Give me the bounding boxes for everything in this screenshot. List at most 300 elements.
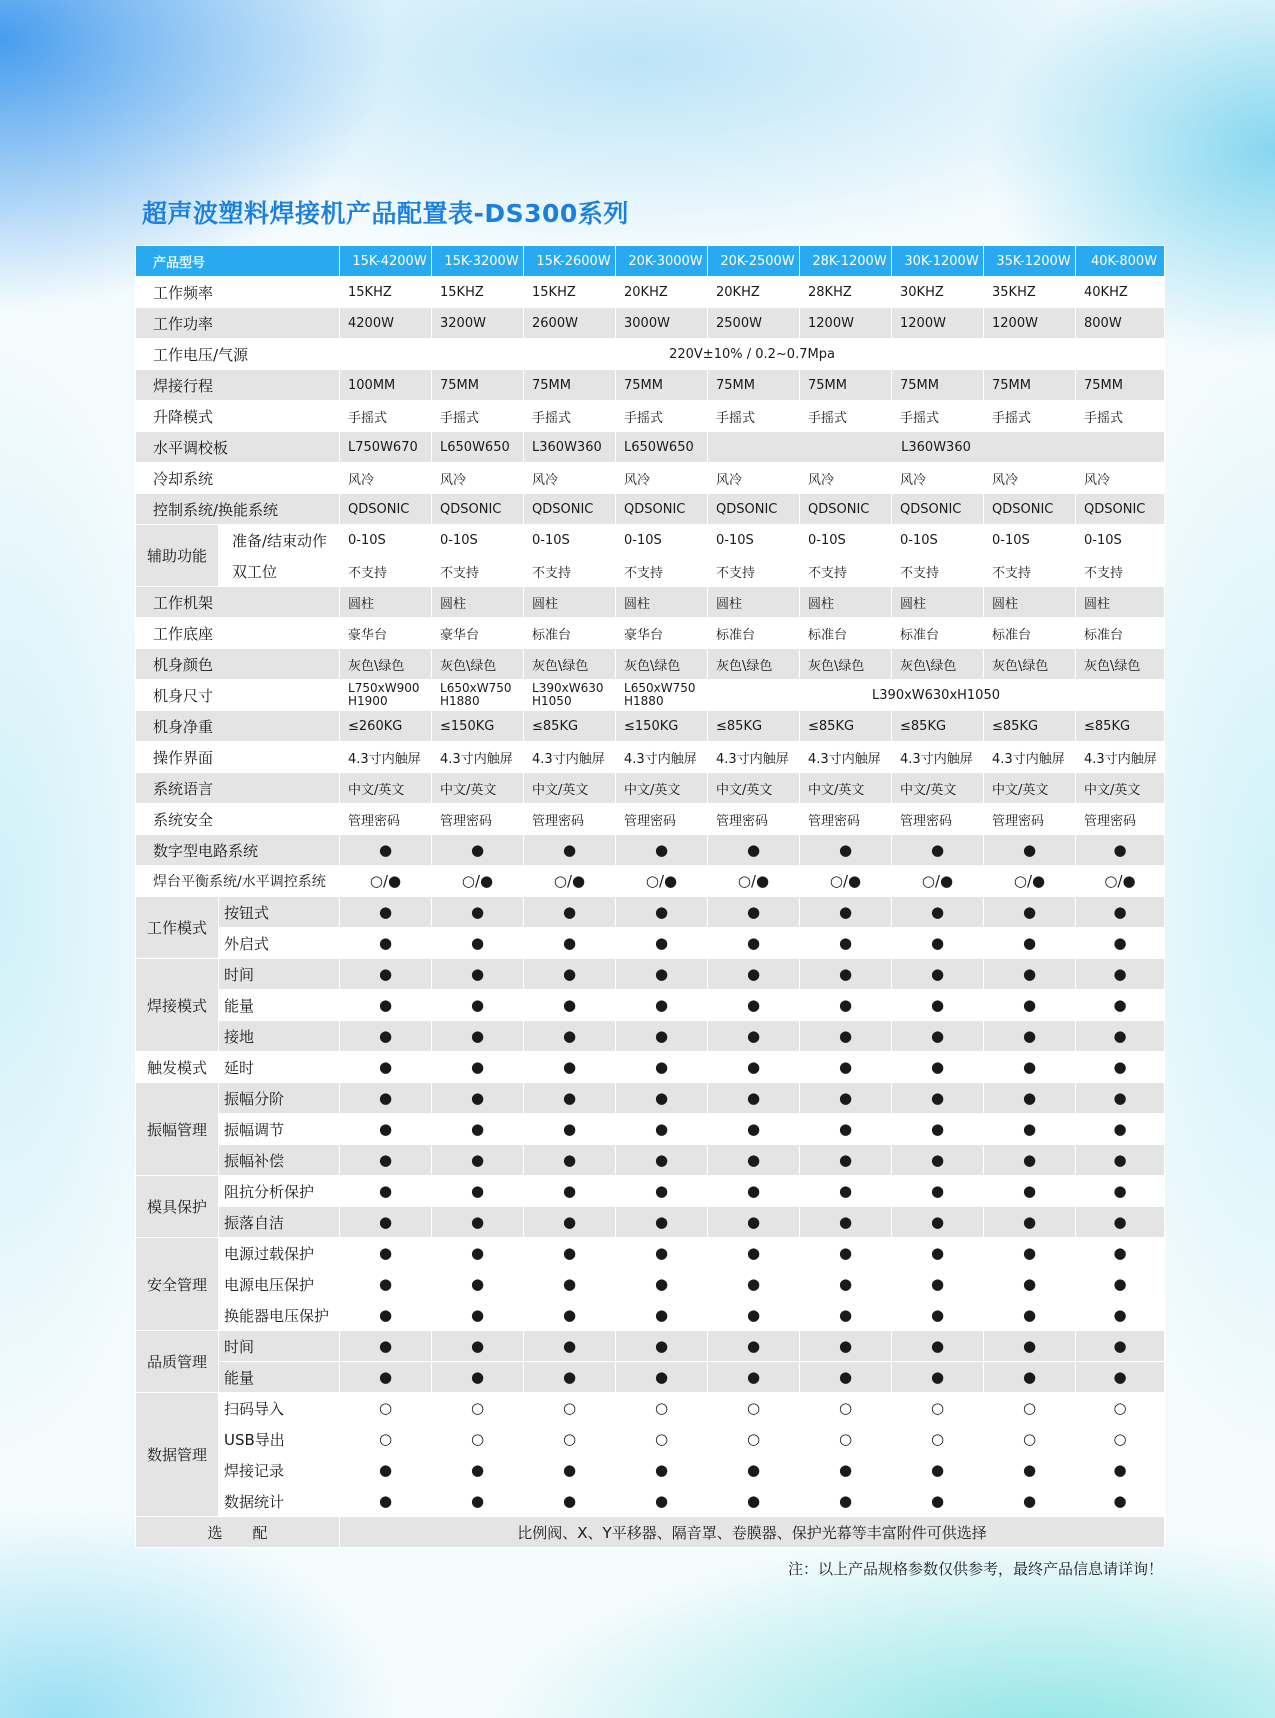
page-title: 超声波塑料焊接机产品配置表-DS300系列 [142,199,629,228]
filled-dot-icon: ● [340,1486,432,1517]
filled-dot-icon: ● [1076,1083,1165,1114]
model-cell: 20K-2500W [708,246,800,277]
value-cell: QDSONIC [708,494,800,525]
empty-circle-icon: ○ [340,1424,432,1455]
value-cell: QDSONIC [340,494,432,525]
value-cell: 手摇式 [616,401,708,432]
model-cell: 30K-1200W [892,246,984,277]
value-cell: 15KHZ [524,277,616,308]
table-row [136,804,1165,835]
filled-dot-icon: ● [340,1052,432,1083]
filled-dot-icon: ● [892,1114,984,1145]
row-label: 工作频率 [136,277,340,308]
merged-value-cell: L390xW630xH1050 [708,680,1165,711]
table-row [136,1486,1165,1517]
sub-label: 振落自洁 [219,1207,340,1238]
value-cell: 灰色\绿色 [892,649,984,680]
value-cell: 标准台 [892,618,984,649]
value-cell: 1200W [984,308,1076,339]
sub-label: 双工位 [219,556,340,587]
filled-dot-icon: ● [800,897,892,928]
value-cell: 管理密码 [616,804,708,835]
filled-dot-icon: ● [524,928,616,959]
table-row [136,866,1165,897]
filled-dot-icon: ● [340,1362,432,1393]
filled-dot-icon: ● [340,1455,432,1486]
table-row [136,1455,1165,1486]
filled-dot-icon: ● [892,1052,984,1083]
merged-value-cell: 220V±10% / 0.2~0.7Mpa [340,339,1165,370]
value-cell: 不支持 [708,556,800,587]
filled-dot-icon: ● [1076,990,1165,1021]
filled-dot-icon: ● [432,990,524,1021]
filled-dot-icon: ● [984,897,1076,928]
filled-dot-icon: ● [708,1176,800,1207]
value-cell: 手摇式 [892,401,984,432]
filled-dot-icon: ● [708,1114,800,1145]
value-cell: 4.3寸内触屏 [432,742,524,773]
value-cell: 风冷 [708,463,800,494]
filled-dot-icon: ● [984,1455,1076,1486]
table-row [136,587,1165,618]
filled-dot-icon: ● [984,1114,1076,1145]
value-cell: 4.3寸内触屏 [616,742,708,773]
filled-dot-icon: ● [892,990,984,1021]
value-cell: L650W650 [616,432,708,463]
filled-dot-icon: ● [432,835,524,866]
filled-dot-icon: ● [432,1176,524,1207]
value-cell: 75MM [892,370,984,401]
sub-label: 按钮式 [219,897,340,928]
value-cell [524,680,616,711]
value-cell: 灰色\绿色 [340,649,432,680]
filled-dot-icon: ● [1076,897,1165,928]
table-row [136,959,1165,990]
filled-dot-icon: ● [800,1238,892,1269]
sub-label: 振幅补偿 [219,1145,340,1176]
table-row [136,401,1165,432]
filled-dot-icon: ● [432,1486,524,1517]
filled-dot-icon: ● [340,1207,432,1238]
filled-dot-icon: ● [1076,1114,1165,1145]
table-row [136,990,1165,1021]
value-cell: 3200W [432,308,524,339]
filled-dot-icon: ● [892,1331,984,1362]
filled-dot-icon: ● [1076,1207,1165,1238]
value-cell: 20KHZ [616,277,708,308]
filled-dot-icon: ● [1076,1021,1165,1052]
table-row [136,1300,1165,1331]
group-label: 品质管理 [136,1331,219,1393]
filled-dot-icon: ● [800,1145,892,1176]
value-cell: 管理密码 [708,804,800,835]
filled-dot-icon: ● [432,1331,524,1362]
filled-dot-icon: ● [432,1207,524,1238]
value-cell: 4.3寸内触屏 [708,742,800,773]
filled-dot-icon: ● [616,928,708,959]
table-row [136,711,1165,742]
value-cell: 2600W [524,308,616,339]
empty-circle-icon: ○ [524,1424,616,1455]
value-cell: 0-10S [524,525,616,556]
value-cell: 4.3寸内触屏 [984,742,1076,773]
table-row [136,928,1165,959]
optional-standard-icon: ○/● [616,866,708,897]
filled-dot-icon: ● [892,1269,984,1300]
filled-dot-icon: ● [524,1300,616,1331]
filled-dot-icon: ● [708,1455,800,1486]
filled-dot-icon: ● [524,835,616,866]
filled-dot-icon: ● [708,1269,800,1300]
row-label: 产品型号 [136,246,340,277]
value-cell: 圆柱 [708,587,800,618]
empty-circle-icon: ○ [892,1393,984,1424]
row-label: 系统安全 [136,804,340,835]
value-cell: 中文/英文 [984,773,1076,804]
table-row [136,494,1165,525]
row-label: 机身净重 [136,711,340,742]
value-cell: 中文/英文 [432,773,524,804]
model-cell: 40K-800W [1076,246,1165,277]
filled-dot-icon: ● [984,1269,1076,1300]
footnote: 注：以上产品规格参数仅供参考，最终产品信息请详询！ [787,1560,1163,1578]
value-cell: 75MM [432,370,524,401]
value-cell: 管理密码 [892,804,984,835]
filled-dot-icon: ● [892,1021,984,1052]
filled-dot-icon: ● [340,928,432,959]
filled-dot-icon: ● [1076,928,1165,959]
filled-dot-icon: ● [616,1114,708,1145]
value-cell: 手摇式 [984,401,1076,432]
sub-label: 外启式 [219,928,340,959]
value-cell: 风冷 [892,463,984,494]
filled-dot-icon: ● [892,1362,984,1393]
filled-dot-icon: ● [708,959,800,990]
value-cell: 中文/英文 [1076,773,1165,804]
filled-dot-icon: ● [892,1207,984,1238]
filled-dot-icon: ● [892,1486,984,1517]
filled-dot-icon: ● [800,1176,892,1207]
value-cell: QDSONIC [892,494,984,525]
filled-dot-icon: ● [340,1176,432,1207]
value-cell: 2500W [708,308,800,339]
value-cell: 风冷 [432,463,524,494]
filled-dot-icon: ● [892,1083,984,1114]
value-cell: QDSONIC [432,494,524,525]
row-label: 工作底座 [136,618,340,649]
group-label: 工作模式 [136,897,219,959]
value-cell: 800W [1076,308,1165,339]
filled-dot-icon: ● [524,1114,616,1145]
value-cell: 圆柱 [1076,587,1165,618]
filled-dot-icon: ● [1076,959,1165,990]
filled-dot-icon: ● [800,928,892,959]
value-cell: QDSONIC [800,494,892,525]
value-cell: 管理密码 [800,804,892,835]
filled-dot-icon: ● [708,835,800,866]
filled-dot-icon: ● [432,1300,524,1331]
filled-dot-icon: ● [340,1083,432,1114]
row-label: 控制系统/换能系统 [136,494,340,525]
filled-dot-icon: ● [616,1269,708,1300]
filled-dot-icon: ● [524,897,616,928]
group-label: 模具保护 [136,1176,219,1238]
row-label: 焊接行程 [136,370,340,401]
filled-dot-icon: ● [984,1176,1076,1207]
value-cell: 不支持 [892,556,984,587]
value-cell: 不支持 [432,556,524,587]
filled-dot-icon: ● [984,1021,1076,1052]
value-cell: 75MM [708,370,800,401]
sub-label: 延时 [219,1052,340,1083]
optional-standard-icon: ○/● [340,866,432,897]
value-cell: 灰色\绿色 [984,649,1076,680]
value-cell: ≤260KG [340,711,432,742]
filled-dot-icon: ● [892,897,984,928]
value-cell: ≤150KG [616,711,708,742]
value-cell: ≤150KG [432,711,524,742]
sub-label: 数据统计 [219,1486,340,1517]
filled-dot-icon: ● [524,1362,616,1393]
value-cell: 风冷 [616,463,708,494]
filled-dot-icon: ● [340,1269,432,1300]
filled-dot-icon: ● [432,1114,524,1145]
value-cell: L750W670 [340,432,432,463]
empty-circle-icon: ○ [892,1424,984,1455]
sub-label: USB导出 [219,1424,340,1455]
filled-dot-icon: ● [1076,835,1165,866]
value-cell: 15KHZ [432,277,524,308]
value-cell: 4.3寸内触屏 [1076,742,1165,773]
sub-label: 换能器电压保护 [219,1300,340,1331]
sub-label: 振幅分阶 [219,1083,340,1114]
filled-dot-icon: ● [340,990,432,1021]
optional-standard-icon: ○/● [892,866,984,897]
table-row [136,1021,1165,1052]
filled-dot-icon: ● [984,1362,1076,1393]
filled-dot-icon: ● [892,1238,984,1269]
sub-label: 电源电压保护 [219,1269,340,1300]
value-cell: 不支持 [984,556,1076,587]
row-label: 工作机架 [136,587,340,618]
filled-dot-icon: ● [800,1331,892,1362]
table-row [136,618,1165,649]
table-row [136,370,1165,401]
value-cell: QDSONIC [984,494,1076,525]
value-cell: 0-10S [340,525,432,556]
filled-dot-icon: ● [524,1083,616,1114]
model-cell: 20K-3000W [616,246,708,277]
table-row [136,1145,1165,1176]
filled-dot-icon: ● [1076,1052,1165,1083]
size-line: L650xW750 [624,681,696,695]
table-row [136,339,1165,370]
filled-dot-icon: ● [616,1238,708,1269]
value-cell: 0-10S [892,525,984,556]
value-cell: 圆柱 [800,587,892,618]
model-cell: 15K-3200W [432,246,524,277]
table-row [136,773,1165,804]
value-cell: 豪华台 [340,618,432,649]
value-cell [616,680,708,711]
value-cell: 30KHZ [892,277,984,308]
value-cell: 0-10S [616,525,708,556]
filled-dot-icon: ● [984,1207,1076,1238]
value-cell: 管理密码 [1076,804,1165,835]
value-cell: 标准台 [708,618,800,649]
size-line: L390xW630 [532,681,604,695]
value-cell: 中文/英文 [524,773,616,804]
value-cell: 不支持 [1076,556,1165,587]
table-row [136,1331,1165,1362]
group-label: 触发模式 [136,1052,219,1083]
row-label: 操作界面 [136,742,340,773]
table-row [136,835,1165,866]
filled-dot-icon: ● [1076,1300,1165,1331]
table-row [136,1207,1165,1238]
table-row [136,897,1165,928]
value-cell: 风冷 [1076,463,1165,494]
size-line: L650xW750 [440,681,512,695]
filled-dot-icon: ● [1076,1238,1165,1269]
value-cell: 灰色\绿色 [1076,649,1165,680]
sub-label: 能量 [219,1362,340,1393]
value-cell: 圆柱 [616,587,708,618]
filled-dot-icon: ● [800,1455,892,1486]
empty-circle-icon: ○ [708,1393,800,1424]
header-row [136,246,1165,277]
value-cell: 100MM [340,370,432,401]
filled-dot-icon: ● [800,1362,892,1393]
table-row [136,432,1165,463]
table-row [136,1176,1165,1207]
table-row [136,277,1165,308]
filled-dot-icon: ● [984,835,1076,866]
value-cell: 灰色\绿色 [524,649,616,680]
filled-dot-icon: ● [1076,1176,1165,1207]
value-cell: 风冷 [524,463,616,494]
value-cell: 手摇式 [800,401,892,432]
merged-value-cell: L360W360 [708,432,1165,463]
empty-circle-icon: ○ [524,1393,616,1424]
filled-dot-icon: ● [616,1362,708,1393]
filled-dot-icon: ● [984,928,1076,959]
value-cell: 75MM [1076,370,1165,401]
filled-dot-icon: ● [892,1176,984,1207]
filled-dot-icon: ● [616,1331,708,1362]
filled-dot-icon: ● [984,1052,1076,1083]
filled-dot-icon: ● [984,1238,1076,1269]
filled-dot-icon: ● [1076,1486,1165,1517]
filled-dot-icon: ● [800,1052,892,1083]
filled-dot-icon: ● [432,928,524,959]
value-cell: 1200W [892,308,984,339]
value-cell: L360W360 [524,432,616,463]
empty-circle-icon: ○ [984,1424,1076,1455]
filled-dot-icon: ● [432,1052,524,1083]
value-cell: 1200W [800,308,892,339]
value-cell: ≤85KG [524,711,616,742]
filled-dot-icon: ● [524,1486,616,1517]
value-cell: 75MM [800,370,892,401]
filled-dot-icon: ● [616,1176,708,1207]
filled-dot-icon: ● [892,928,984,959]
filled-dot-icon: ● [524,1455,616,1486]
filled-dot-icon: ● [524,1331,616,1362]
filled-dot-icon: ● [1076,1269,1165,1300]
value-cell: 圆柱 [984,587,1076,618]
group-label: 振幅管理 [136,1083,219,1176]
filled-dot-icon: ● [984,1145,1076,1176]
sub-label: 时间 [219,1331,340,1362]
value-cell: 风冷 [340,463,432,494]
table-row [136,1393,1165,1424]
value-cell: 75MM [616,370,708,401]
filled-dot-icon: ● [616,835,708,866]
filled-dot-icon: ● [340,897,432,928]
sub-label: 时间 [219,959,340,990]
filled-dot-icon: ● [524,1238,616,1269]
filled-dot-icon: ● [432,1362,524,1393]
value-cell: 20KHZ [708,277,800,308]
filled-dot-icon: ● [708,1238,800,1269]
filled-dot-icon: ● [800,1486,892,1517]
value-cell: 不支持 [800,556,892,587]
value-cell: 中文/英文 [616,773,708,804]
value-cell: 不支持 [524,556,616,587]
value-cell: 3000W [616,308,708,339]
filled-dot-icon: ● [616,1083,708,1114]
filled-dot-icon: ● [708,897,800,928]
filled-dot-icon: ● [340,1331,432,1362]
filled-dot-icon: ● [1076,1331,1165,1362]
size-line: H1880 [440,694,480,708]
filled-dot-icon: ● [892,835,984,866]
filled-dot-icon: ● [800,1021,892,1052]
table-row [136,525,1165,556]
options-row [136,1517,1165,1548]
model-cell: 15K-2600W [524,246,616,277]
filled-dot-icon: ● [340,1114,432,1145]
value-cell: 0-10S [800,525,892,556]
sub-label: 阻抗分析保护 [219,1176,340,1207]
value-cell: 灰色\绿色 [800,649,892,680]
sub-label: 能量 [219,990,340,1021]
size-line: L750xW900 [348,681,420,695]
value-cell: 15KHZ [340,277,432,308]
value-cell: ≤85KG [708,711,800,742]
filled-dot-icon: ● [616,1207,708,1238]
filled-dot-icon: ● [432,1269,524,1300]
optional-standard-icon: ○/● [432,866,524,897]
filled-dot-icon: ● [524,1021,616,1052]
value-cell: 手摇式 [524,401,616,432]
size-line: H1050 [532,694,572,708]
optional-standard-icon: ○/● [1076,866,1165,897]
group-label: 数据管理 [136,1393,219,1517]
value-cell: 75MM [524,370,616,401]
value-cell: QDSONIC [524,494,616,525]
empty-circle-icon: ○ [616,1424,708,1455]
value-cell: 灰色\绿色 [708,649,800,680]
value-cell: 75MM [984,370,1076,401]
empty-circle-icon: ○ [340,1393,432,1424]
filled-dot-icon: ● [432,897,524,928]
filled-dot-icon: ● [984,1300,1076,1331]
row-label: 升降模式 [136,401,340,432]
table-row [136,1424,1165,1455]
value-cell: 灰色\绿色 [432,649,524,680]
